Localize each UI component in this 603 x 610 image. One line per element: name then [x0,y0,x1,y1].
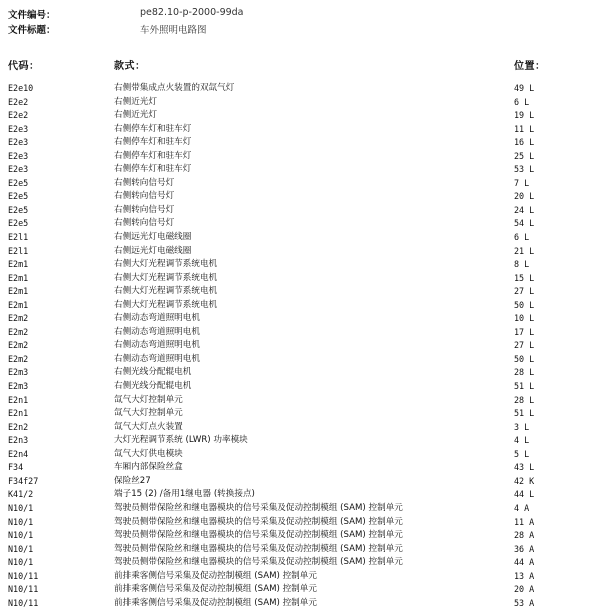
table-row [0,109,603,123]
component-code: E2n1 [8,394,29,405]
component-position: 28 A [514,530,535,541]
component-description: 车厢内部保险丝盒 [114,462,183,473]
table-row [0,394,603,408]
component-description: 保险丝27 [114,475,151,486]
doc-title-value: 车外照明电路图 [140,25,207,36]
component-description: 右侧光线分配辊电机 [114,381,192,392]
component-code: E2e3 [8,150,29,161]
component-description: 驾驶员侧带保险丝和继电器模块的信号采集及促动控制模组 (SAM) 控制单元 [114,543,403,554]
component-description: 右侧动态弯道照明电机 [114,326,200,337]
table-row [0,272,603,286]
table-row [0,597,603,610]
component-code: E2m2 [8,313,29,324]
component-code: E2n3 [8,435,29,446]
component-code: E2n1 [8,408,29,419]
component-description: 右侧带集成点火装置的双氙气灯 [114,83,235,93]
table-row [0,123,603,137]
component-position: 36 A [514,543,535,554]
component-code: E2m3 [8,381,29,392]
table-row [0,163,603,177]
component-description: 前排乘客侧信号采集及促动控制模组 (SAM) 控制单元 [114,597,317,608]
component-position: 53 L [514,164,535,175]
component-description: 右侧大灯光程调节系统电机 [114,286,218,297]
component-position: 16 L [514,137,535,148]
component-code: E2l1 [8,245,29,256]
table-row [0,488,603,502]
table-row [0,204,603,218]
component-code: N10/1 [8,502,34,513]
table-row [0,434,603,448]
component-position: 42 K [514,475,535,486]
component-description: 前排乘客侧信号采集及促动控制模组 (SAM) 控制单元 [114,584,317,595]
table-row [0,529,603,543]
component-position: 50 L [514,299,535,310]
component-description: 右侧大灯光程调节系统电机 [114,272,218,283]
component-description: 右侧大灯光程调节系统电机 [114,299,218,310]
component-position: 27 L [514,340,535,351]
component-position: 44 A [514,557,535,568]
component-description: 右侧近光灯 [114,96,157,107]
component-description: 前排乘客侧信号采集及促动控制模组 (SAM) 控制单元 [114,570,317,581]
component-code: N10/1 [8,530,34,541]
component-position: 28 L [514,367,535,378]
table-row [0,339,603,353]
component-code: E2e2 [8,110,29,121]
component-description: 驾驶员侧带保险丝和继电器模块的信号采集及促动控制模组 (SAM) 控制单元 [114,530,403,541]
component-description: 右侧大灯光程调节系统电机 [114,259,218,270]
table-row [0,231,603,245]
component-position: 10 L [514,313,535,324]
component-code: E2e5 [8,191,29,202]
component-position: 49 L [514,83,535,93]
component-code: E2e5 [8,177,29,188]
component-description: 右侧光线分配辊电机 [114,367,192,378]
component-code: N10/1 [8,516,34,527]
table-row [0,82,603,96]
table-row [0,299,603,313]
component-position: 50 L [514,353,535,364]
component-description: 右侧停车灯和驻车灯 [114,123,192,134]
component-description: 右侧动态弯道照明电机 [114,340,200,351]
component-position: 13 A [514,570,535,581]
component-position: 21 L [514,245,535,256]
component-description: 右侧停车灯和驻车灯 [114,150,192,161]
table-row [0,570,603,584]
component-code: E2m1 [8,259,29,270]
component-position: 7 L [514,177,530,188]
component-description: 右侧转向信号灯 [114,177,175,188]
table-row [0,353,603,367]
component-code: E2e5 [8,204,29,215]
component-position: 5 L [514,448,530,459]
component-position: 25 L [514,150,535,161]
component-code: E2e2 [8,96,29,107]
component-description: 右侧转向信号灯 [114,204,175,215]
component-description: 右侧近光灯 [114,110,157,121]
component-code: E2m1 [8,286,29,297]
component-position: 11 A [514,516,535,527]
component-position: 11 L [514,123,535,134]
component-position: 8 L [514,259,530,270]
component-code: F34f27 [8,475,39,486]
component-code: N10/1 [8,543,34,554]
component-code: E2m1 [8,272,29,283]
component-code: E2e5 [8,218,29,229]
column-header-position: 位置： [514,61,546,72]
component-position: 4 A [514,502,530,513]
component-description: 右侧远光灯电磁线圈 [114,232,192,243]
table-row [0,150,603,164]
component-code: E2m2 [8,326,29,337]
component-code: E2e3 [8,123,29,134]
component-code: E2m1 [8,299,29,310]
component-code: E2l1 [8,232,29,243]
component-description: 右侧远光灯电磁线圈 [114,245,192,256]
component-description: 右侧转向信号灯 [114,191,175,202]
component-code: E2n2 [8,421,29,432]
component-description: 氙气大灯控制单元 [114,408,183,419]
table-row [0,583,603,597]
doc-title-label: 文件标题： [8,25,56,36]
component-description: 右侧停车灯和驻车灯 [114,137,192,148]
component-code: E2m3 [8,367,29,378]
component-description: 氙气大灯点火装置 [114,421,183,432]
component-position: 54 L [514,218,535,229]
component-position: 24 L [514,204,535,215]
component-position: 51 L [514,381,535,392]
table-row [0,245,603,259]
table-row [0,461,603,475]
component-description: 端子15 (2) /备用1继电器 (转换接点) [114,489,255,500]
component-position: 53 A [514,597,535,608]
component-position: 3 L [514,421,530,432]
component-description: 氙气大灯供电模块 [114,448,183,459]
table-row [0,502,603,516]
component-code: N10/1 [8,557,34,568]
component-position: 28 L [514,394,535,405]
table-row [0,217,603,231]
component-position: 19 L [514,110,535,121]
column-header-description: 款式： [114,61,146,72]
table-row [0,96,603,110]
component-code: N10/11 [8,584,39,595]
component-position: 17 L [514,326,535,337]
doc-number-value: pe82.10-p-2000-99da [140,7,244,18]
component-position: 15 L [514,272,535,283]
table-row [0,475,603,489]
table-row [0,326,603,340]
table-row [0,177,603,191]
table-row [0,516,603,530]
table-row [0,312,603,326]
table-row [0,366,603,380]
component-position: 6 L [514,96,530,107]
component-position: 6 L [514,232,530,243]
table-row [0,380,603,394]
component-description: 大灯光程调节系统 (LWR) 功率模块 [114,435,248,446]
component-code: E2m2 [8,340,29,351]
component-code: K41/2 [8,489,34,500]
table-row [0,258,603,272]
table-row [0,556,603,570]
component-description: 驾驶员侧带保险丝和继电器模块的信号采集及促动控制模组 (SAM) 控制单元 [114,502,403,513]
table-row [0,543,603,557]
component-description: 驾驶员侧带保险丝和继电器模块的信号采集及促动控制模组 (SAM) 控制单元 [114,557,403,568]
table-row [0,285,603,299]
component-position: 44 L [514,489,535,500]
component-position: 27 L [514,286,535,297]
component-description: 驾驶员侧带保险丝和继电器模块的信号采集及促动控制模组 (SAM) 控制单元 [114,516,403,527]
table-row [0,421,603,435]
table-row [0,407,603,421]
component-position: 4 L [514,435,530,446]
component-description: 右侧动态弯道照明电机 [114,353,200,364]
component-description: 右侧转向信号灯 [114,218,175,229]
component-position: 43 L [514,462,535,473]
component-code: N10/11 [8,597,39,608]
column-header-code: 代码： [8,61,40,72]
component-code: E2e10 [8,83,34,93]
component-code: E2e3 [8,164,29,175]
component-description: 右侧停车灯和驻车灯 [114,164,192,175]
component-description: 氙气大灯控制单元 [114,394,183,405]
component-position: 20 A [514,584,535,595]
component-position: 20 L [514,191,535,202]
doc-number-label: 文件编号： [8,10,56,21]
component-code: E2m2 [8,353,29,364]
component-code: E2e3 [8,137,29,148]
table-row [0,190,603,204]
component-description: 右侧动态弯道照明电机 [114,313,200,324]
component-code: F34 [8,462,24,473]
component-code: N10/11 [8,570,39,581]
component-code: E2n4 [8,448,29,459]
component-table [0,82,603,610]
component-position: 51 L [514,408,535,419]
table-row [0,448,603,462]
table-row [0,136,603,150]
